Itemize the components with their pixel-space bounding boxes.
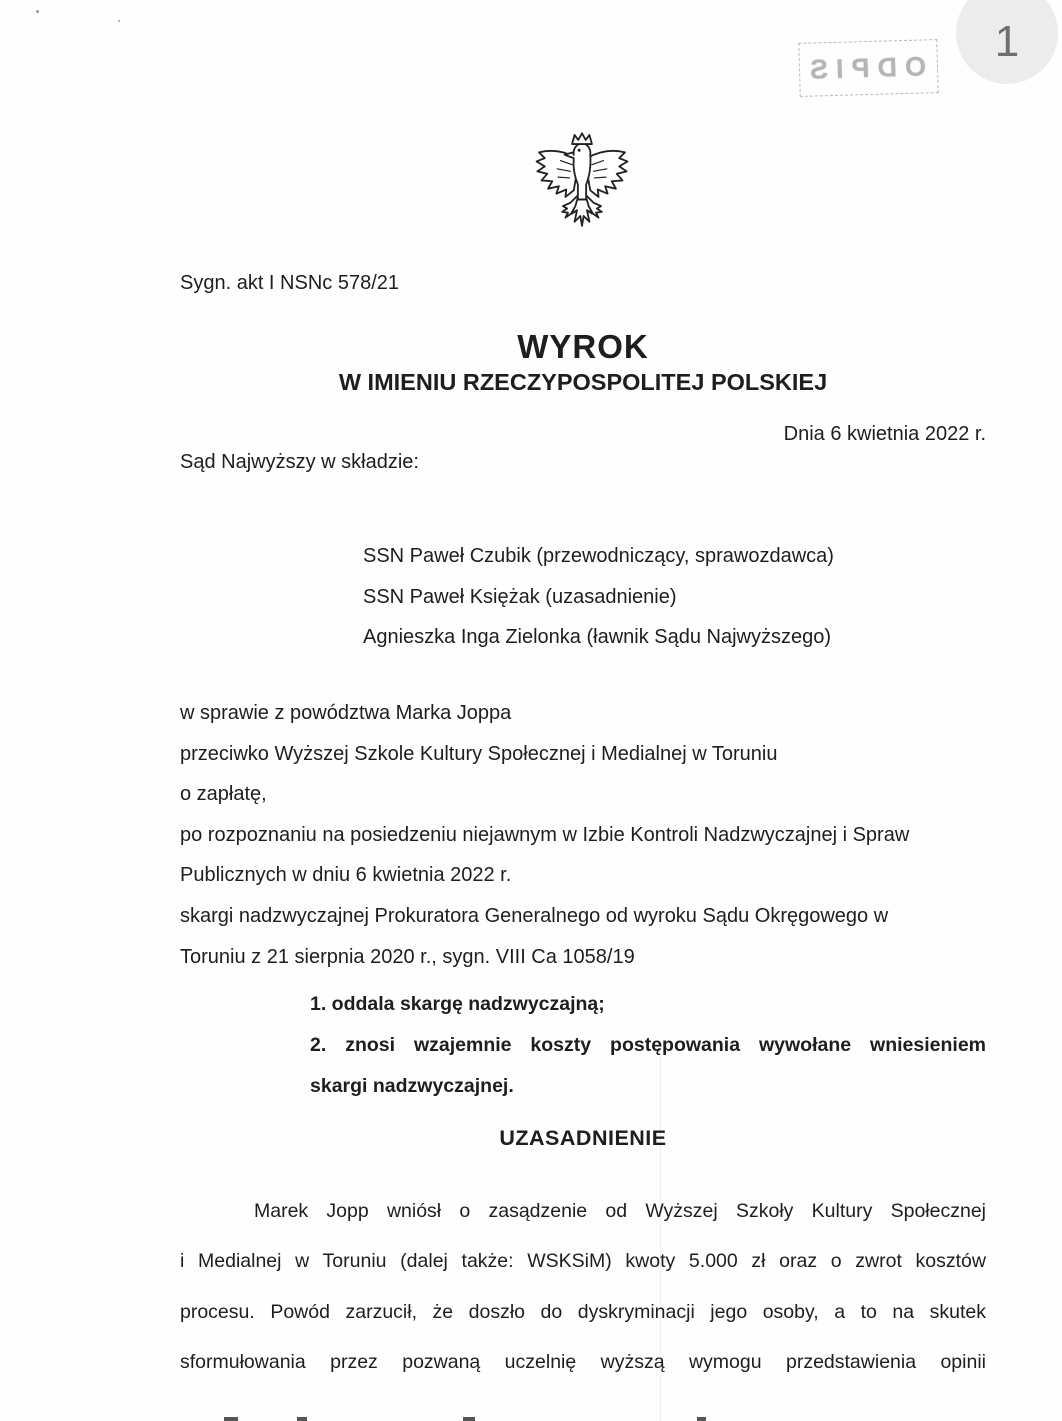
- judgment-subtitle: W IMIENIU RZECZYPOSPOLITEJ POLSKIEJ: [338, 369, 828, 395]
- justification-line: i Medialnej w Toruniu (dalej także: WSKSiM) kwoty 5.000 zł oraz o zwrot kosztów: [180, 1250, 986, 1273]
- odpis-stamp: [798, 39, 938, 97]
- case-description-line: Publicznych w dniu 6 kwietnia 2022 r.: [180, 864, 512, 887]
- justification-paragraph: [180, 1186, 986, 1388]
- scan-speck: [36, 10, 39, 13]
- page-number-badge: [956, 0, 1058, 84]
- scan-speck: [118, 20, 120, 22]
- case-number: Sygn. akt I NSNc 578/21: [180, 272, 400, 294]
- ruling-block: [310, 984, 986, 1107]
- odpis-stamp-text: ODPIS: [802, 50, 927, 85]
- case-description-line: Toruniu z 21 sierpnia 2020 r., sygn. VIII Ca 1058/19: [180, 945, 635, 968]
- ruling-point-2-continued: skargi nadzwyczajnej.: [310, 1075, 514, 1097]
- ruling-point-2: 2. znosi wzajemnie koszty postępowania wywołane wniesieniem: [310, 1034, 986, 1056]
- eagle-eye: [578, 149, 581, 152]
- case-description-line: w sprawie z powództwa Marka Joppa: [180, 702, 512, 724]
- cut-off-text-fragment: [224, 1417, 238, 1421]
- judge-line: SSN Paweł Czubik (przewodniczący, sprawozdawca): [363, 545, 834, 567]
- judgment-date: Dnia 6 kwietnia 2022 r.: [783, 423, 986, 445]
- case-description-line: przeciwko Wyższej Szkole Kultury Społecznej i Medialnej w Toruniu: [180, 742, 778, 765]
- polish-eagle-emblem-icon: [523, 130, 641, 254]
- case-description: [180, 693, 986, 977]
- judges-list: [363, 536, 983, 658]
- page-number: 1: [994, 17, 1020, 66]
- justification-line: procesu. Powód zarzucił, że doszło do dyskryminacji jego osoby, a to na skutek: [180, 1300, 986, 1323]
- judgment-title: WYROK: [517, 328, 649, 365]
- case-description-line: po rozpoznaniu na posiedzeniu niejawnym w Izbie Kontroli Nadzwyczajnej i Spraw: [180, 823, 910, 846]
- ruling-point-1: 1. oddala skargę nadzwyczajną;: [310, 993, 605, 1015]
- cut-off-text-fragment: [297, 1417, 307, 1421]
- justification-line: sformułowania przez pozwaną uczelnię wyższą wymogu przedstawienia opinii: [180, 1351, 986, 1374]
- justification-line: Marek Jopp wniósł o zasądzenie od Wyższej Szkoły Kultury Społecznej: [254, 1200, 986, 1222]
- case-description-line: skargi nadzwyczajnej Prokuratora Generalnego od wyroku Sądu Okręgowego w: [180, 904, 889, 927]
- justification-heading: UZASADNIENIE: [499, 1126, 667, 1150]
- court-composition-intro: Sąd Najwyższy w składzie:: [180, 451, 419, 473]
- case-description-line: o zapłatę,: [180, 783, 267, 806]
- cut-off-text-fragment: [697, 1417, 706, 1421]
- cut-off-text-fragment: [463, 1417, 475, 1421]
- judge-line: SSN Paweł Księżak (uzasadnienie): [363, 585, 677, 608]
- judge-line: Agnieszka Inga Zielonka (ławnik Sądu Najwyższego): [363, 626, 832, 648]
